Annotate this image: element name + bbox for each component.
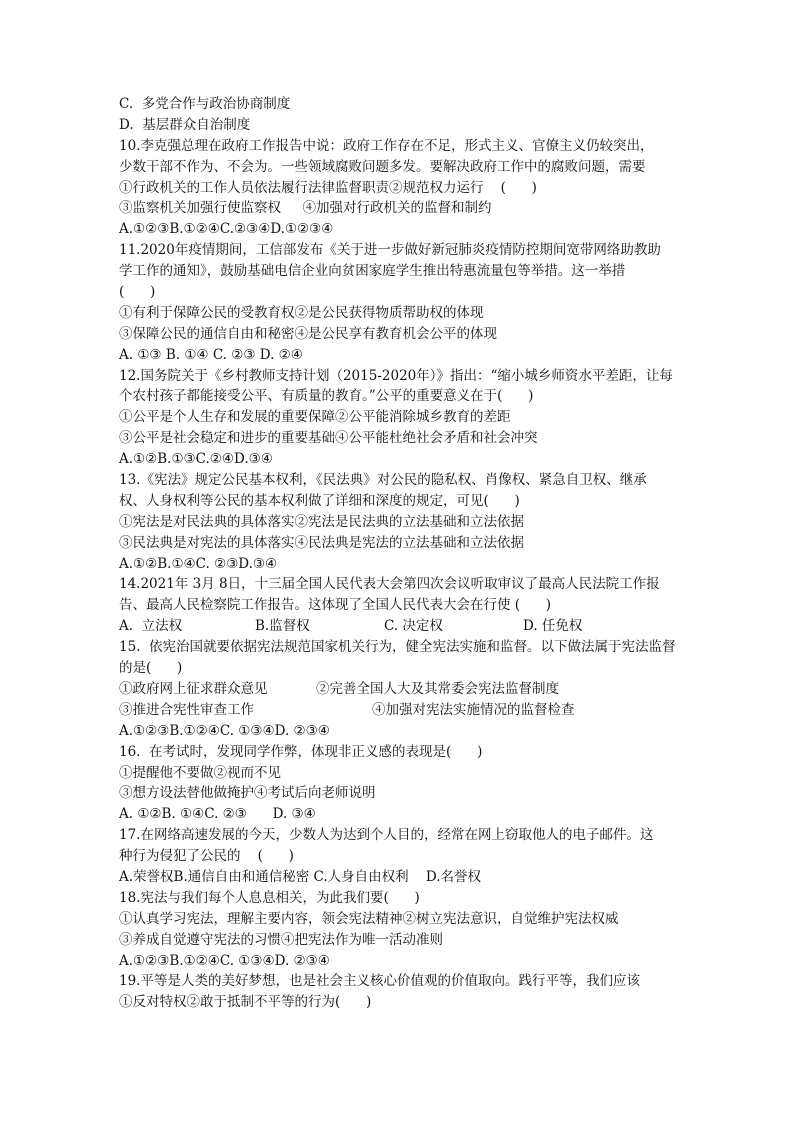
text-line: A.荣誉权B.通信自由和通信秘密 C.人身自由权利 D.名誉权 (119, 868, 481, 885)
text-line: 个农村孩子都能接受公平、有质量的教育。”公平的重要意义在于( ) (119, 388, 534, 405)
text-line: A.①②③B.①②④C. ①③④D. ②③④ (119, 952, 330, 969)
text-line: C. 多党合作与政治协商制度 (119, 96, 291, 112)
text-line: 的是( ) (119, 660, 183, 677)
text-line: 10.李克强总理在政府工作报告中说：政府工作存在不足，形式主义、官僚主义仍较突出， (119, 137, 654, 154)
text-line: A. ①③ B. ①④ C. ②③ D. ②④ (119, 346, 303, 363)
text-line: 学工作的通知》，鼓励基础电信企业向贫困家庭学生推出特惠流量包等举措。这一举措 (119, 263, 626, 280)
text-line: A.①②③B.①②④C. ①③④D. ②③④ (119, 722, 330, 739)
q15-option-2: ②完善全国人大及其常委会宪法监督制度 (316, 680, 559, 697)
questions-10-14 (119, 94, 679, 616)
q15-option-3: ③推进合宪性审查工作 (119, 701, 254, 718)
text-line: ③公平是社会稳定和进步的重要基础④公平能杜绝社会矛盾和社会冲突 (119, 430, 538, 447)
text-line: 15. 依宪治国就要依据宪法规范国家机关行为，健全宪法实施和监督。以下做法属于宪法监督 (119, 639, 676, 656)
text-line: ①宪法是对民法典的具体落实②宪法是民法典的立法基础和立法依据 (119, 513, 524, 530)
text-line: D. 基层群众自治制度 (119, 116, 251, 133)
text-line: ①反对特权②敢于抵制不平等的行为( ) (119, 994, 372, 1011)
text-line: 14.2021年 3月 8日，十三届全国人民代表大会第四次会议听取审议了最高人民法院工作报 (119, 576, 660, 593)
text-line: ③民法典是对宪法的具体落实④民法典是宪法的立法基础和立法依据 (119, 534, 524, 551)
text-line: 17.在网络高速发展的今天，少数人为达到个人目的，经常在网上窃取他人的电子邮件。这 (119, 827, 654, 844)
text-line: 19.平等是人类的美好梦想，也是社会主义核心价值观的价值取向。践行平等，我们应该 (119, 973, 640, 990)
text-line: A.①②B.①③C.②④D.③④ (119, 451, 273, 468)
text-line: ③养成自觉遵守宪法的习惯④把宪法作为唯一活动准则 (119, 931, 443, 948)
q14-option-c: C. 决定权 (384, 618, 443, 635)
exam-content (119, 94, 679, 1013)
text-line: ③保障公民的通信自由和秘密④是公民享有教育机会公平的体现 (119, 325, 497, 342)
text-line: 12.国务院关于《乡村教师支持计划（2015-2020年）》指出：“缩小城乡师资水平差距，让每 (119, 367, 673, 384)
text-line: 18.宪法与我们每个人息息相关，为此我们要( ) (119, 889, 420, 906)
text-line: ①行政机关的工作人员依法履行法律监督职责②规范权力运行 ( ) (119, 179, 537, 196)
text-line: ①有利于保障公民的受教育权②是公民获得物质帮助权的体现 (119, 304, 484, 321)
text-line: ①认真学习宪法，理解主要内容，领会宪法精神②树立宪法意识，自觉维护宪法权威 (119, 910, 619, 927)
text-line: ①公平是个人生存和发展的重要保障②公平能消除城乡教育的差距 (119, 409, 511, 426)
text-line: ③想方设法替他做掩护④考试后向老师说明 (119, 785, 376, 802)
text-line: 告、最高人民检察院工作报告。这体现了全国人民代表大会在行使 ( ) (119, 597, 552, 614)
q15-option-1: ①政府网上征求群众意见 (119, 680, 268, 697)
q14-option-b: B.监督权 (255, 618, 310, 635)
questions-15-19 (119, 721, 679, 1013)
q14-option-d: D. 任免权 (523, 618, 583, 635)
question-15-stem (119, 637, 679, 679)
text-line: A.①②③B.①②④C.②③④D.①②③④ (119, 221, 334, 238)
text-line: 少数干部不作为、不会为。一些领域腐败问题多发。要解决政府工作中的腐败问题，需要 (119, 158, 646, 175)
q15-options-row-2 (119, 700, 679, 721)
q14-options (119, 616, 679, 637)
text-line: ( ) (119, 284, 156, 301)
q15-option-4: ④加强对宪法实施情况的监督检查 (372, 701, 575, 718)
text-line: A. ①②B. ①④C. ②③ D. ③④ (119, 806, 316, 823)
q14-option-a: A. 立法权 (119, 618, 183, 635)
text-line: 种行为侵犯了公民的 ( ) (119, 848, 294, 865)
text-line: 11.2020年疫情期间，工信部发布《关于进一步做好新冠肺炎疫情防控期间宽带网络助教助 (119, 242, 661, 259)
text-line: A.①②B.①④C. ②③D.③④ (119, 555, 278, 572)
text-line: 13.《宪法》规定公民基本权利，《民法典》对公民的隐私权、肖像权、紧急自卫权、继承 (119, 472, 647, 489)
text-line: 16. 在考试时，发现同学作弊，体现非正义感的表现是( ) (119, 743, 483, 760)
q15-options-row-1 (119, 679, 679, 700)
text-line: ③监察机关加强行使监察权 ④加强对行政机关的监督和制约 (119, 200, 492, 217)
text-line: 权、人身权利等公民的基本权利做了详细和深度的规定，可见( ) (119, 492, 520, 509)
text-line: ①提醒他不要做②视而不见 (119, 764, 281, 781)
